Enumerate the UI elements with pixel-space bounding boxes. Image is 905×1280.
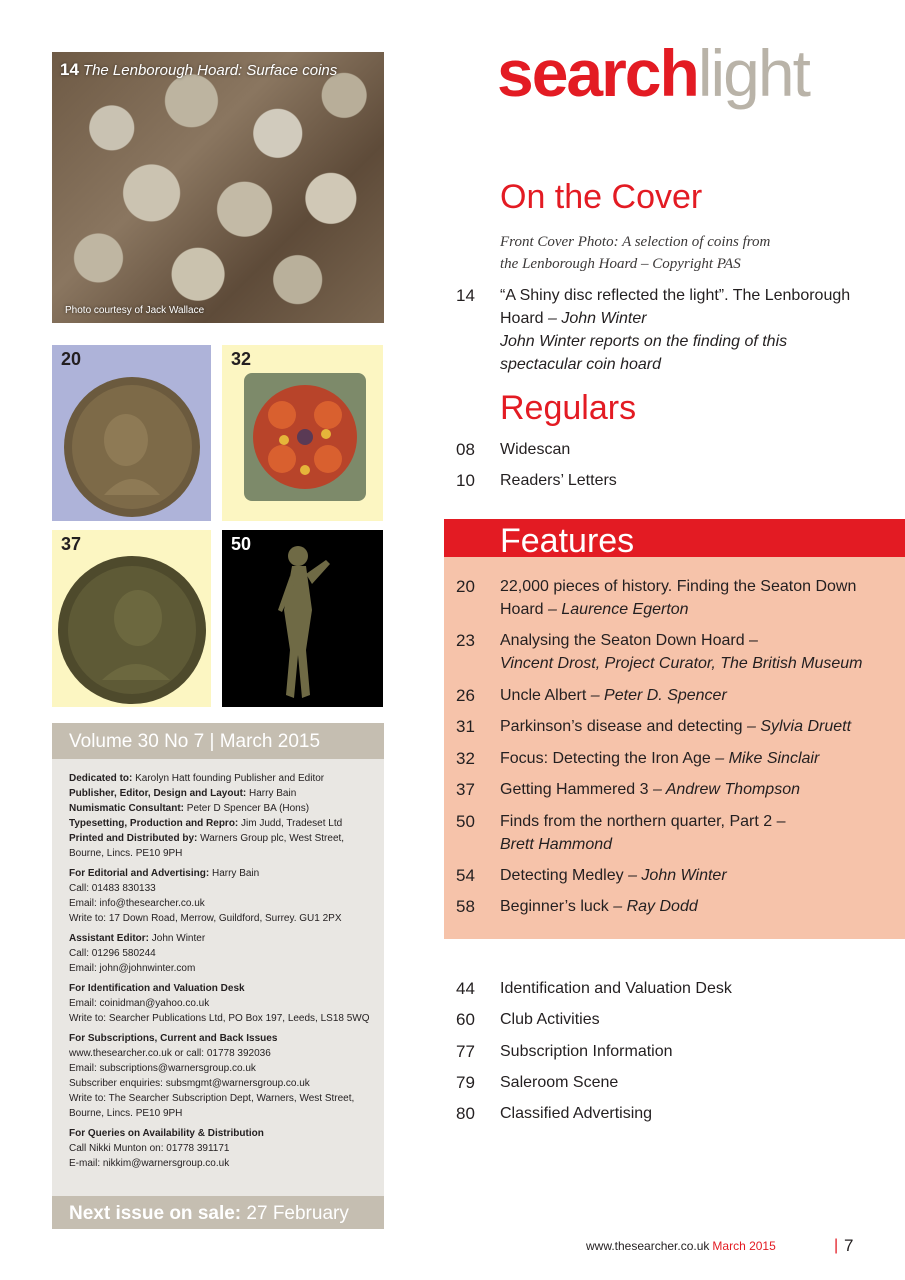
credits-line [69, 846, 369, 861]
credits-value: E-mail: nikkim@warnersgroup.co.uk [69, 1158, 230, 1169]
footer-separator: | [834, 1237, 839, 1254]
next-issue-banner [52, 1196, 384, 1229]
credits-value: Subscriber enquiries: subsmgmt@warnersgroup.co.uk [69, 1078, 310, 1089]
image-page-number: 37 [61, 534, 82, 554]
entry-page-number: 37 [456, 780, 475, 799]
entry-description: John Winter reports on the finding of this spectacular coin hoard [500, 333, 788, 373]
next-issue-date: 27 February [241, 1203, 349, 1224]
entry-title: Focus: Detecting the Iron Age [500, 750, 711, 767]
credits-line [69, 1011, 369, 1026]
credits-line [69, 1126, 369, 1141]
credits-value: Bourne, Lincs. PE10 9PH [69, 848, 183, 859]
image-page-number: 50 [231, 534, 252, 554]
credits-line [69, 996, 369, 1011]
credits-label: Numismatic Consultant: [69, 803, 185, 814]
entry-body [500, 715, 895, 738]
cover-caption-line-1: Front Cover Photo: A selection of coins from [500, 234, 771, 250]
credits-value: Email: john@johnwinter.com [69, 963, 196, 974]
credits-label: For Queries on Availability & Distribution [69, 1128, 264, 1139]
credits-label: Typesetting, Production and Repro: [69, 818, 239, 829]
credits-block [69, 866, 369, 926]
publication-info-box [52, 723, 384, 1229]
entry-body [500, 895, 895, 918]
credits-value: Bourne, Lincs. PE10 9PH [69, 1108, 183, 1119]
entry-body [500, 864, 895, 887]
credits-value: Write to: 17 Down Road, Merrow, Guildford, Surrey. GU1 2PX [69, 913, 342, 924]
entry-title: Detecting Medley [500, 867, 624, 884]
credits-value: Call Nikki Munton on: 01778 391171 [69, 1143, 230, 1154]
bronze-figurine-image [222, 530, 383, 707]
entry-author: Brett Hammond [500, 836, 613, 853]
credits-value: Warners Group plc, West Street, [197, 833, 345, 844]
entry-page-number: 31 [456, 717, 475, 736]
photo-credit: Photo courtesy of Jack Wallace [65, 305, 205, 316]
entry-body [500, 438, 880, 461]
entry-title: Subscription Information [500, 1043, 673, 1060]
regulars-heading: Regulars [500, 389, 637, 427]
entry-author: – Sylvia Druett [742, 718, 852, 735]
credits-label: For Subscriptions, Current and Back Issues [69, 1033, 278, 1044]
volume-issue-header: Volume 30 No 7 | March 2015 [52, 723, 384, 759]
credits-label: Publisher, Editor, Design and Layout: [69, 788, 247, 799]
entry-page-number: 08 [456, 440, 475, 459]
entry-title: Readers’ Letters [500, 472, 617, 489]
entry-title: Uncle Albert [500, 687, 587, 704]
credits-line [69, 1076, 369, 1091]
credits-line [69, 1031, 369, 1046]
credits-value: Email: coinidman@yahoo.co.uk [69, 998, 210, 1009]
entry-page-number: 23 [456, 631, 475, 650]
entry-body [500, 1040, 880, 1063]
credits-line [69, 866, 369, 881]
entry-title: Beginner’s luck [500, 898, 609, 915]
brooch-illustration [222, 345, 383, 521]
credits-value: Call: 01296 580244 [69, 948, 156, 959]
credits-line [69, 1106, 369, 1121]
entry-page-number: 10 [456, 471, 475, 490]
page-footer [586, 1236, 854, 1255]
hammered-coin-image [52, 530, 211, 707]
entry-author: – Peter D. Spencer [586, 687, 727, 704]
credits-line [69, 946, 369, 961]
credits-block [69, 1031, 369, 1121]
entry-author: – Ray Dodd [608, 898, 698, 915]
entry-page-number: 80 [456, 1104, 475, 1123]
credits-line [69, 801, 369, 816]
entry-body [500, 778, 895, 801]
footer-date: March 2015 [712, 1239, 776, 1253]
entry-page-number: 26 [456, 686, 475, 705]
entry-page-number: 50 [456, 812, 475, 831]
logo-part-light: light [697, 36, 809, 110]
entry-title: 22,000 pieces of history. Finding the Seaton Down Hoard [500, 578, 857, 618]
lenborough-hoard-photo [52, 52, 384, 323]
entry-page-number: 20 [456, 577, 475, 596]
entry-title: Saleroom Scene [500, 1074, 619, 1091]
credits-line [69, 981, 369, 996]
credits-block [69, 1126, 369, 1171]
credits-line [69, 786, 369, 801]
roman-coin-image [52, 345, 211, 521]
iron-age-brooch-image [222, 345, 383, 521]
entry-title: Club Activities [500, 1011, 600, 1028]
entry-body [500, 684, 895, 707]
entry-title: Widescan [500, 441, 571, 458]
entry-body [500, 629, 895, 675]
credits-value: Email: subscriptions@warnersgroup.co.uk [69, 1063, 256, 1074]
entry-page-number: 60 [456, 1010, 475, 1029]
credits-line [69, 911, 369, 926]
coin-illustration [52, 345, 211, 521]
footer-page-number: 7 [844, 1236, 854, 1255]
credits-line [69, 1046, 369, 1061]
entry-page-number: 44 [456, 979, 475, 998]
entry-body [500, 810, 895, 856]
credits-block [69, 981, 369, 1026]
entry-page-number: 77 [456, 1042, 475, 1061]
footer-url[interactable]: www.thesearcher.co.uk [586, 1239, 710, 1253]
figurine-illustration [222, 530, 383, 707]
credits-line [69, 816, 369, 831]
credits-block [69, 771, 369, 861]
credits-value: John Winter [149, 933, 206, 944]
credits-line [69, 931, 369, 946]
entry-author: – John Winter [623, 867, 727, 884]
entry-title: Identification and Valuation Desk [500, 980, 732, 997]
image-page-number: 20 [61, 349, 82, 369]
cover-caption-line-2: the Lenborough Hoard – Copyright PAS [500, 256, 741, 272]
credits-block [69, 931, 369, 976]
credits-value: Peter D Spencer BA (Hons) [184, 803, 310, 814]
credits-line [69, 881, 369, 896]
entry-body [500, 1071, 880, 1094]
credits-label: For Identification and Valuation Desk [69, 983, 245, 994]
entry-author: – John Winter [543, 310, 647, 327]
credits-line [69, 1091, 369, 1106]
entry-page-number: 14 [456, 286, 475, 305]
credits-line [69, 961, 369, 976]
credits-list [69, 771, 369, 1176]
logo-part-search: search [497, 36, 698, 110]
entry-title: Parkinson’s disease and detecting [500, 718, 743, 735]
entry-page-number: 32 [456, 749, 475, 768]
hoard-photo-page-number: 14 [60, 60, 79, 79]
entry-title: “A Shiny disc reflected the light”. The Lenborough Hoard [500, 287, 851, 327]
coin-illustration [52, 530, 211, 707]
features-header-bar [444, 519, 905, 560]
searchlight-logo [497, 36, 809, 110]
credits-label: Printed and Distributed by: [69, 833, 198, 844]
entry-title: Getting Hammered 3 [500, 781, 649, 798]
credits-value: www.thesearcher.co.uk or call: 01778 392036 [69, 1048, 271, 1059]
credits-line [69, 1156, 369, 1171]
credits-value: Harry Bain [209, 868, 260, 879]
credits-value: Call: 01483 830133 [69, 883, 156, 894]
hoard-photo-caption [60, 60, 337, 80]
credits-value: Karolyn Hatt founding Publisher and Editor [132, 773, 325, 784]
features-heading: Features [500, 522, 635, 560]
entry-page-number: 58 [456, 897, 475, 916]
credits-label: Assistant Editor: [69, 933, 150, 944]
entry-body [500, 977, 880, 1000]
credits-value: Harry Bain [246, 788, 297, 799]
hoard-photo-caption-text: The Lenborough Hoard: Surface coins [82, 62, 338, 79]
entry-page-number: 54 [456, 866, 475, 885]
cover-photo-caption [500, 231, 830, 275]
entry-author: – Laurence Egerton [543, 601, 689, 618]
entry-body [500, 469, 880, 492]
entry-body [500, 747, 895, 770]
credits-line [69, 831, 369, 846]
entry-author: – Andrew Thompson [648, 781, 800, 798]
credits-value: Write to: The Searcher Subscription Dept, Warners, West Street, [69, 1093, 355, 1104]
entry-title: Analysing the Seaton Down Hoard – [500, 632, 758, 649]
entry-title: Finds from the northern quarter, Part 2 – [500, 813, 786, 830]
entry-page-number: 79 [456, 1073, 475, 1092]
on-the-cover-heading: On the Cover [500, 178, 703, 216]
credits-line [69, 1141, 369, 1156]
credits-label: Dedicated to: [69, 773, 133, 784]
image-page-number: 32 [231, 349, 252, 369]
next-issue-label: Next issue on sale: [69, 1203, 242, 1224]
entry-author: Vincent Drost, Project Curator, The British Museum [500, 655, 863, 672]
credits-line [69, 771, 369, 786]
entry-body [500, 1102, 880, 1125]
entry-author: – Mike Sinclair [710, 750, 820, 767]
credits-line [69, 896, 369, 911]
credits-label: For Editorial and Advertising: [69, 868, 210, 879]
credits-value: Email: info@thesearcher.co.uk [69, 898, 205, 909]
credits-value: Write to: Searcher Publications Ltd, PO Box 197, Leeds, LS18 5WQ [69, 1013, 370, 1024]
entry-body [500, 575, 895, 621]
entry-title: Classified Advertising [500, 1105, 653, 1122]
credits-line [69, 1061, 369, 1076]
credits-value: Jim Judd, Tradeset Ltd [238, 818, 343, 829]
entry-body [500, 1008, 880, 1031]
